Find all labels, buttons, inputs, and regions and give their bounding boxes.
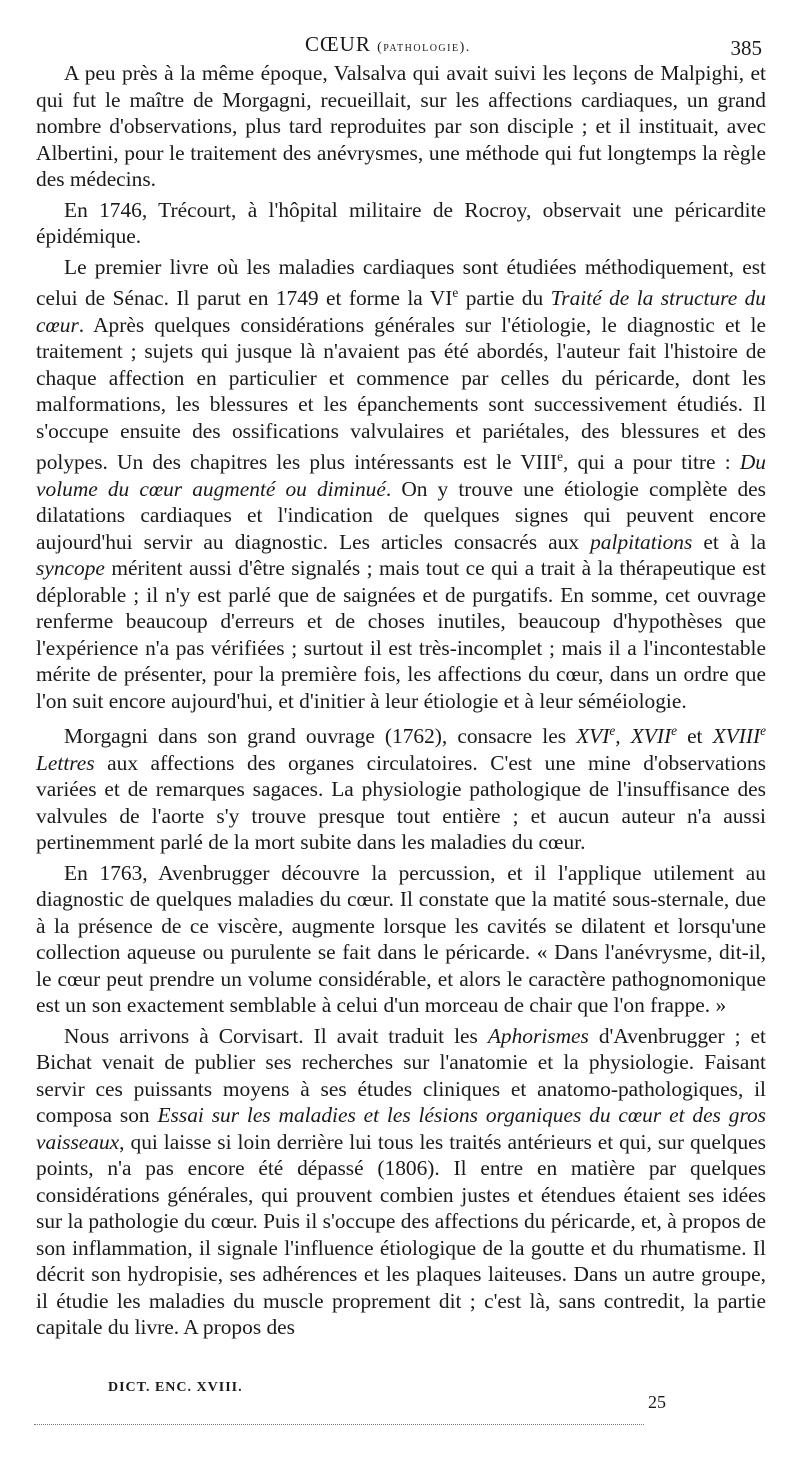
text-run: Le premier livre où les maladies cardiaques sont étudiées méthodiquement, est celui de Sénac. Il parut en 1749 et forme la VI xyxy=(36,254,766,311)
paragraph xyxy=(36,860,766,1019)
text-run: aux affections des organes circulatoires. C'est une mine d'observations variées et de remarques sagaces. La physiologie pathologique de l'insuffisance des valvules de l'aorte s'y trouve presque tout entière ; et aucun auteur n'a aussi pertinemment parlé de la mort subite dans les maladies du cœur. xyxy=(36,750,766,855)
text-run: palpitations xyxy=(590,529,693,554)
bottom-rule xyxy=(34,1424,644,1425)
text-run: . On y trouve une étiologie complète des dilatations cardiaques et l'indication de quelques signes qui peuvent encore aujourd'hui servir au diagnostic. Les articles consacrés aux xyxy=(36,476,766,554)
text-run: Morgagni dans son grand ouvrage (1762), consacre les xyxy=(64,724,577,749)
page-number: 385 xyxy=(730,36,762,60)
text-run: XVI xyxy=(576,724,610,749)
running-title-sub: (pathologie). xyxy=(377,40,471,55)
paragraph xyxy=(36,718,766,856)
text-run: d'Avenbrugger ; et Bichat venait de publier ses recherches sur l'anatomie et la physiologie. Faisant servir ces puissants moyens à ses études cliniques et anatomo-pathologiques, il composa son xyxy=(36,1023,766,1128)
text-run: . Après quelques considérations générales sur l'étiologie, le diagnostic et le traitement ; sujets qui jusque là n'avaient pas été abordés, l'auteur fait l'histoire de chaque affection en particulier et commence par celles du péricarde, dont les malformations, les blessures et les épanchements sont successivement étudiés. Il s'occupe ensuite des ossifications valvulaires et pariétales, des blessures et des polypes. Un des chapitres les plus intéressants est le VIII xyxy=(36,312,766,475)
text-run: méritent aussi d'être signalés ; mais tout ce qui a trait à la thérapeutique est déplorable ; il n'y est parlé que de saignées et de purgatifs. En somme, cet ouvrage renferme beaucoup d'erreurs et de choses inutiles, beaucoup d'hypothèses que l'expérience n'a pas vérifiées ; surtout il est très-incomplet ; mais il a l'incontestable mérite de présenter, pour la première fois, les affections du cœur, dans un ordre que l'on suit encore aujourd'hui, et d'initier à leur étiologie et à leur séméiologie. xyxy=(36,556,766,713)
text-run: partie du xyxy=(458,286,551,311)
text-run: Aphorismes xyxy=(487,1023,589,1048)
page-footer xyxy=(0,1380,800,1420)
text-run: , qui laisse si loin derrière lui tous les traités antérieurs et qui, sur quelques points, n'a pas encore été dépassé (1806). Il entre en matière par quelques considérations générales, qui prouvent combien justes et étendues étaient ses idées sur la pathologie du cœur. Puis il s'occupe des affections du péricarde, et, à propos de son inflammation, il signale l'influence étiologique de la goutte et du rhumatisme. Il décrit son hydropisie, ses adhérences et les plaques laiteuses. Dans un autre groupe, il étudie les maladies du muscle proprement dit ; c'est là, sans contredit, la partie capitale du livre. A propos des xyxy=(36,1129,766,1340)
text-run: e xyxy=(557,449,564,465)
paragraph xyxy=(36,1023,766,1341)
text-run: Nous arrivons à Corvisart. Il avait traduit les xyxy=(64,1023,488,1048)
text-run: En 1746, Trécourt, à l'hôpital militaire de Rocroy, observait une péricardite épidémique. xyxy=(36,197,766,248)
paragraph xyxy=(36,60,766,193)
text-run: syncope xyxy=(36,556,105,581)
body-text xyxy=(36,60,766,1341)
text-run: e xyxy=(671,723,677,739)
text-run: En 1763, Avenbrugger découvre la percussion, et il l'applique utilement au diagnostic de quelques maladies du cœur. Il constate que la matité sous-sternale, due à la présence de ce viscère, augmente lorsque les cavités se dilatent et lorsqu'une collection aqueuse ou purulente se fait dans le péricarde. « Dans l'anévrysme, dit-il, le cœur peut prendre un volume considérable, et alors le caractère pathognomonique est un son exactement semblable à celui d'un morceau de chair que l'on frappe. » xyxy=(36,860,766,1018)
text-run: , xyxy=(615,724,631,749)
text-run: et xyxy=(676,724,713,749)
paragraph xyxy=(36,197,766,250)
running-header xyxy=(0,32,800,62)
text-run: Traité de la structure du cœur xyxy=(36,286,767,337)
text-run: e xyxy=(609,723,616,739)
running-title xyxy=(305,32,471,57)
text-run: XVII xyxy=(630,724,672,749)
signature-label: DICT. ENC. XVIII. xyxy=(108,1380,243,1395)
text-run: A peu près à la même époque, Valsalva qui avait suivi les leçons de Malpighi, et qui fut le maître de Morgagni, recueillait, sur les affections cardiaques, un grand nombre d'observations, plus tard reproduites par son disciple ; et il instituait, avec Albertini, pour le traitement des anévrysmes, une méthode qui fut longtemps la règle des médecins. xyxy=(36,61,766,191)
paragraph xyxy=(36,254,766,715)
signature-number: 25 xyxy=(648,1392,666,1412)
text-run: , qui a pour titre : xyxy=(563,450,740,475)
text-run: Lettres xyxy=(36,750,95,775)
text-run: XVIII xyxy=(712,724,761,749)
text-run: Essai sur les maladies et les lésions organiques du cœur et des gros vaisseaux xyxy=(36,1103,766,1154)
running-title-main: CŒUR xyxy=(305,32,371,56)
text-run: et à la xyxy=(692,529,766,554)
text-run: Du volume du cœur augmenté ou diminué xyxy=(36,450,766,501)
text-run: e xyxy=(760,723,766,739)
text-run: e xyxy=(452,285,459,300)
